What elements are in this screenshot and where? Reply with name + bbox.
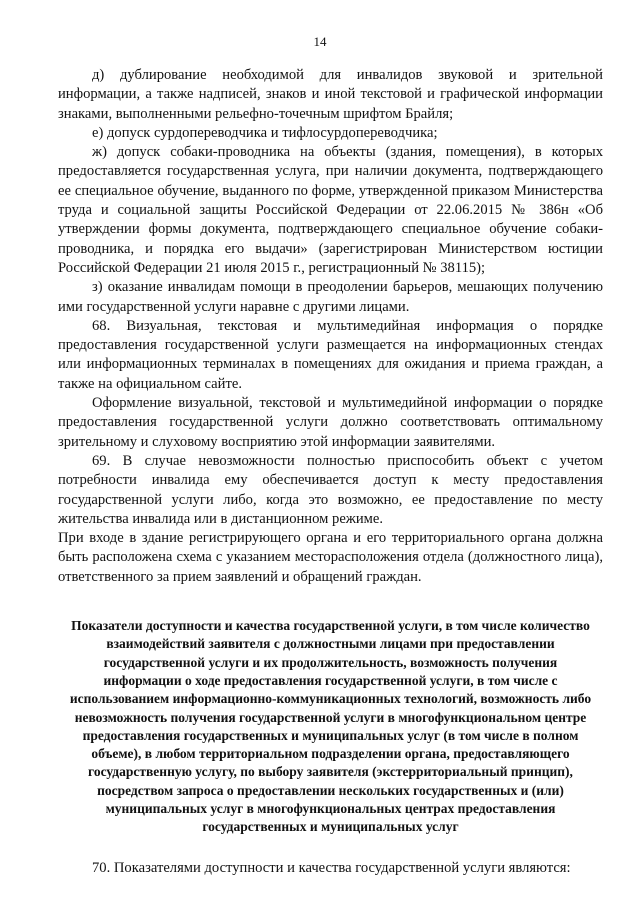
paragraph-68-continued: Оформление визуальной, текстовой и мультимедийной информации о порядке предоставления государственной услуги должно соответствовать оптимальному зрительному и слуховому восприятию этой информации заявителями. (58, 395, 603, 450)
paragraph-69-continued: При входе в здание регистрирующего органа и его территориального органа должна быть расположена схема с указанием месторасположения отдела (должностного лица), ответственного за прием заявлений и обращений граждан. (58, 530, 603, 585)
paragraph-d: д) дублирование необходимой для инвалидов звуковой и зрительной информации, а также надписей, знаков и иной текстовой и графической информации знаками, выполненными рельефно-точечным шрифтом Брайля; (58, 67, 603, 122)
paragraph-z: з) оказание инвалидам помощи в преодолении барьеров, мешающих получению ими государственной услуги наравне с другими лицами. (58, 279, 603, 315)
section-heading: Показатели доступности и качества государственной услуги, в том числе количество взаимодействий заявителя с должностными лицами при предоставлении государственной услуги и их продолжительность, возможность получения информации о ходе предоставления государственной услуги, в том числе с использованием информационно-коммуникационных технологий, возможность либо невозможность получения государственной услуги в многофункциональном центре предоставления государственных и муниципальных услуг (в том числе в полном объеме), в любом территориальном подразделении органа, предоставляющего государственную услугу, по выбору заявителя (экстерриториальный принцип), посредством запроса о предоставлении нескольких государственных и (или) муниципальных услуг в многофункциональных центрах предоставления государственных и муниципальных услуг (69, 618, 592, 835)
paragraph-68: 68. Визуальная, текстовая и мультимедийная информация о порядке предоставления государственной услуги размещается на информационных стендах или информационных терминалах в помещениях для ожидания и приема граждан, а также на официальном сайте. (58, 317, 603, 392)
paragraph-70: 70. Показателями доступности и качества государственной услуги являются: (92, 859, 571, 876)
paragraph-e: е) допуск сурдопереводчика и тифлосурдопереводчика; (92, 124, 438, 141)
document-body (58, 66, 603, 878)
paragraph-69: 69. В случае невозможности полностью приспособить объект с учетом потребности инвалида ему обеспечивается доступ к месту предоставления государственной услуги либо, когда это возможно, ее предоставление по месту жительства инвалида или в дистанционном режиме. (58, 452, 603, 527)
page-number: 14 (313, 34, 327, 49)
paragraph-zh: ж) допуск собаки-проводника на объекты (здания, помещения), в которых предоставляется государственная услуга, при наличии документа, подтверждающего ее специальное обучение, выданного по форме, утвержденной приказом Министерства труда и социальной защиты Российской Федерации от 22.06.2015 № 386н «Об утверждении формы документа, подтверждающего специальное обучение собаки-проводника, и порядка его выдачи» (зарегистрирован Министерством юстиции Российской Федерации 21 июля 2015 г., регистрационный № 38115); (58, 144, 603, 276)
